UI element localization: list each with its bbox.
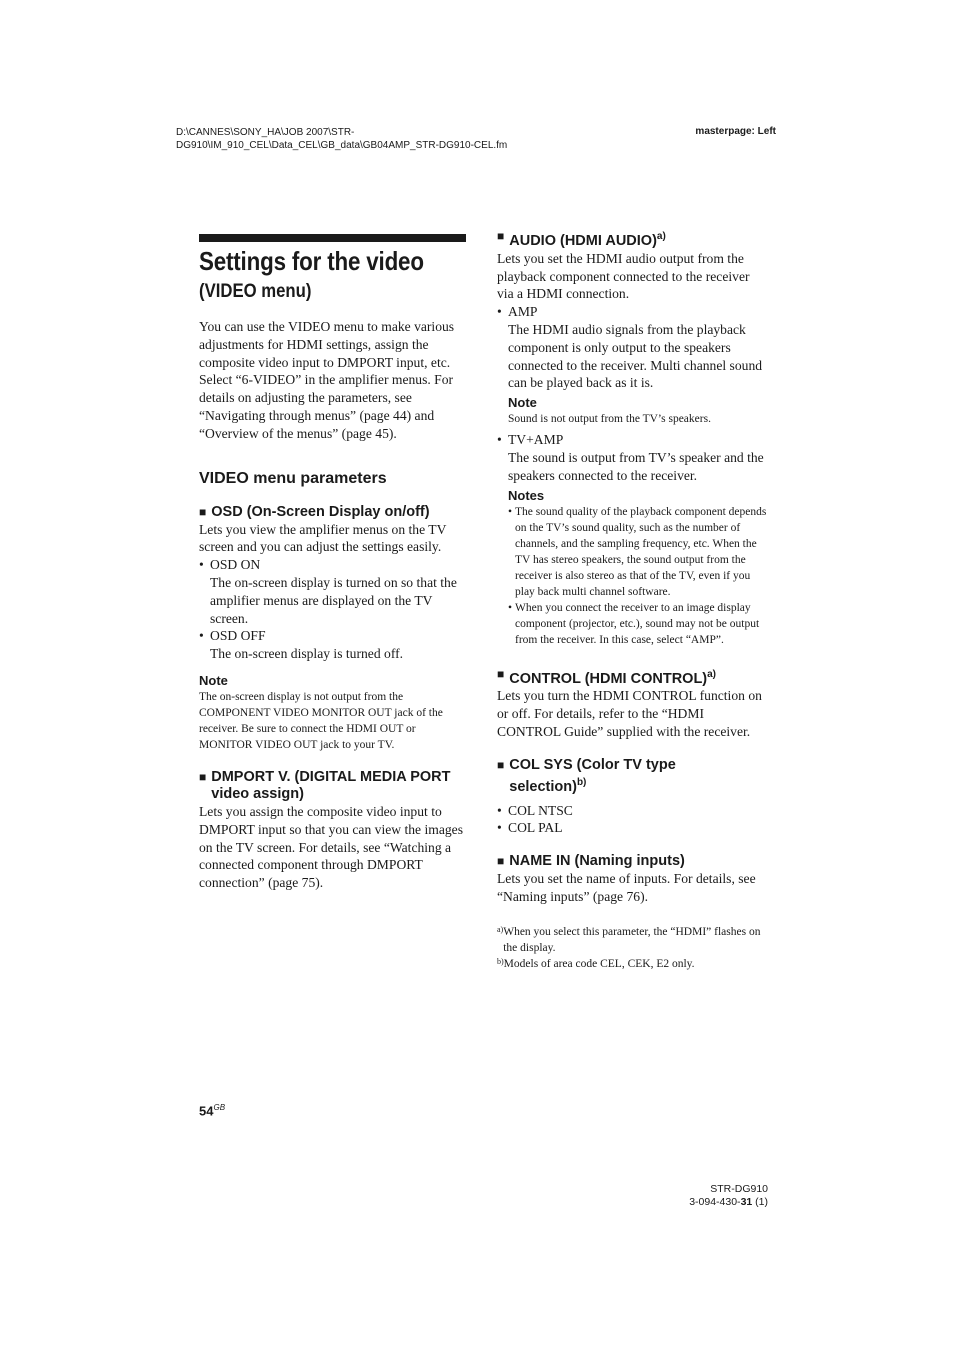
model-code-bold: 31 [740,1196,753,1208]
square-bullet-icon: ■ [497,854,505,869]
left-column [199,318,469,892]
bullet-icon: • [199,557,204,573]
bullet-icon: • [508,601,513,614]
model-code-suffix: (1) [752,1196,768,1208]
footnote-a [497,924,769,956]
page-number-suffix: GB [213,1103,226,1112]
intro-paragraph: You can use the VIDEO menu to make various adjustments for HDMI settings, assign the composite video input to DMPORT input, etc. Select “6-VIDEO” in the amplifier menus. For details on adjusting the parameters, see “Navigating through menus” (page 44) and “Overview of the menus” (page 45). [199,319,455,441]
colsys-option-pal-label: COL PAL [508,820,563,836]
audio-desc: Lets you set the HDMI audio output from the playback component connected to the receiver via a HDMI connection. [497,250,750,302]
dmport-heading-text: DMPORT V. (DIGITAL MEDIA PORT video assign) [211,768,451,802]
audio-note1-heading: Note [508,395,537,411]
control-desc: Lets you turn the HDMI CONTROL function on or off. For details, refer to the “HDMI CONTROL Guide” supplied with the receiver. [497,688,762,740]
osd-heading [199,504,469,521]
footnote-a-mark: a) [497,924,504,934]
footnotes [497,924,769,972]
control-heading [497,666,769,688]
osd-heading-text: OSD (On-Screen Display on/off) [211,503,430,520]
square-bullet-icon: ■ [199,504,207,519]
square-bullet-icon: ■ [199,769,207,784]
osd-note: The on-screen display is not output from the COMPONENT VIDEO MONITOR OUT jack of the receiver. Be sure to connect the HDMI OUT or MONITOR VIDEO OUT jack to your TV. [199,690,443,751]
osd-desc: Lets you view the amplifier menus on the TV screen and you can adjust the settings easily. [199,521,447,555]
control-heading-text: CONTROL (HDMI CONTROL) [509,670,708,687]
audio-option-amp-desc: The HDMI audio signals from the playback component is only output to the speakers connected to the receiver. Multi channel sound can be played back as it is. [508,322,763,391]
osd-option-on [199,556,469,574]
namein-desc: Lets you set the name of inputs. For details, see “Naming inputs” (page 76). [497,871,756,905]
bullet-icon: • [199,628,204,644]
colsys-heading-text: COL SYS (Color TV type selection) [509,756,676,795]
right-column [497,228,769,972]
audio-footnote-ref: a) [656,231,666,242]
footnote-b [497,956,769,972]
bullet-icon: • [508,505,513,518]
square-bullet-icon: ■ [497,229,505,243]
model-code [689,1196,768,1209]
osd-note-heading: Note [199,672,228,688]
audio-heading [497,228,769,250]
colsys-heading [497,757,717,796]
bullet-icon: • [497,304,502,320]
file-path [176,126,507,152]
page-number-value: 54 [199,1103,214,1119]
audio-notes [497,488,769,648]
page-title: Settings for the video [199,246,424,276]
audio-notes-heading: Notes [508,487,545,503]
audio-note3 [508,600,769,648]
bullet-icon: • [497,432,502,448]
osd-option-on-label: OSD ON [210,557,261,573]
footnote-b-text: Models of area code CEL, CEK, E2 only. [503,957,695,970]
audio-note3-text: When you connect the receiver to an image display component (projector, etc.), sound may not be output from the receiver. In this case, select “AMP”. [515,601,760,646]
audio-note1-text: Sound is not output from the TV’s speakers. [508,413,711,426]
bullet-icon: • [497,820,502,836]
osd-option-off-label: OSD OFF [210,628,266,644]
colsys-option-ntsc [497,802,769,820]
audio-note1 [497,395,769,427]
audio-option-amp [497,303,769,321]
osd-option-off-desc: The on-screen display is turned off. [210,646,404,662]
audio-option-tvamp [497,431,769,449]
square-bullet-icon: ■ [497,666,505,681]
title-rule [199,234,466,242]
file-path-line1: D:\CANNES\SONY_HA\JOB 2007\STR- [176,127,355,138]
model-name: STR-DG910 [710,1183,768,1195]
osd-option-off [199,627,469,645]
audio-option-amp-label: AMP [508,304,538,320]
audio-option-tvamp-label: TV+AMP [508,432,564,448]
colsys-footnote-ref: b) [576,776,587,788]
audio-note2 [508,504,769,600]
audio-option-tvamp-desc: The sound is output from TV’s speaker and the speakers connected to the receiver. [508,450,764,483]
dmport-heading [199,769,469,803]
colsys-option-pal [497,819,769,837]
model-code-prefix: 3-094-430- [689,1196,741,1208]
footnote-b-mark: b) [497,956,504,966]
namein-heading-text: NAME IN (Naming inputs) [509,853,685,870]
control-footnote-ref: a) [707,668,717,680]
audio-heading-text: AUDIO (HDMI AUDIO) [509,232,657,249]
page-subtitle: (VIDEO menu) [199,281,312,302]
bullet-icon: • [497,802,502,818]
params-heading: VIDEO menu parameters [199,469,387,487]
file-path-line2: DG910\IM_910_CEL\Data_CEL\GB_data\GB04AMP_STR-DG910-CEL.fm [176,140,508,151]
audio-note2-text: The sound quality of the playback component depends on the TV’s sound quality, such as the number of channels, and the sampling frequency, etc. When the TV has stereo speakers, the sound output from the receiver is also stereo as that of the TV, even if you play back multi channel software. [515,505,767,598]
square-bullet-icon: ■ [497,757,505,772]
colsys-option-ntsc-label: COL NTSC [508,802,573,818]
dmport-desc: Lets you assign the composite video input to DMPORT input so that you can view the images on the TV screen. For details, see “Watching a connected component through DMPORT connection” (page 75). [199,803,463,891]
model-info [689,1183,768,1209]
masterpage-label: masterpage: Left [695,126,776,137]
page-number [199,1103,225,1118]
osd-option-on-desc: The on-screen display is turned on so that the amplifier menus are displayed on the TV screen. [210,574,457,626]
namein-heading [497,853,769,870]
footnote-a-text: When you select this parameter, the “HDMI” flashes on the display. [503,925,761,954]
